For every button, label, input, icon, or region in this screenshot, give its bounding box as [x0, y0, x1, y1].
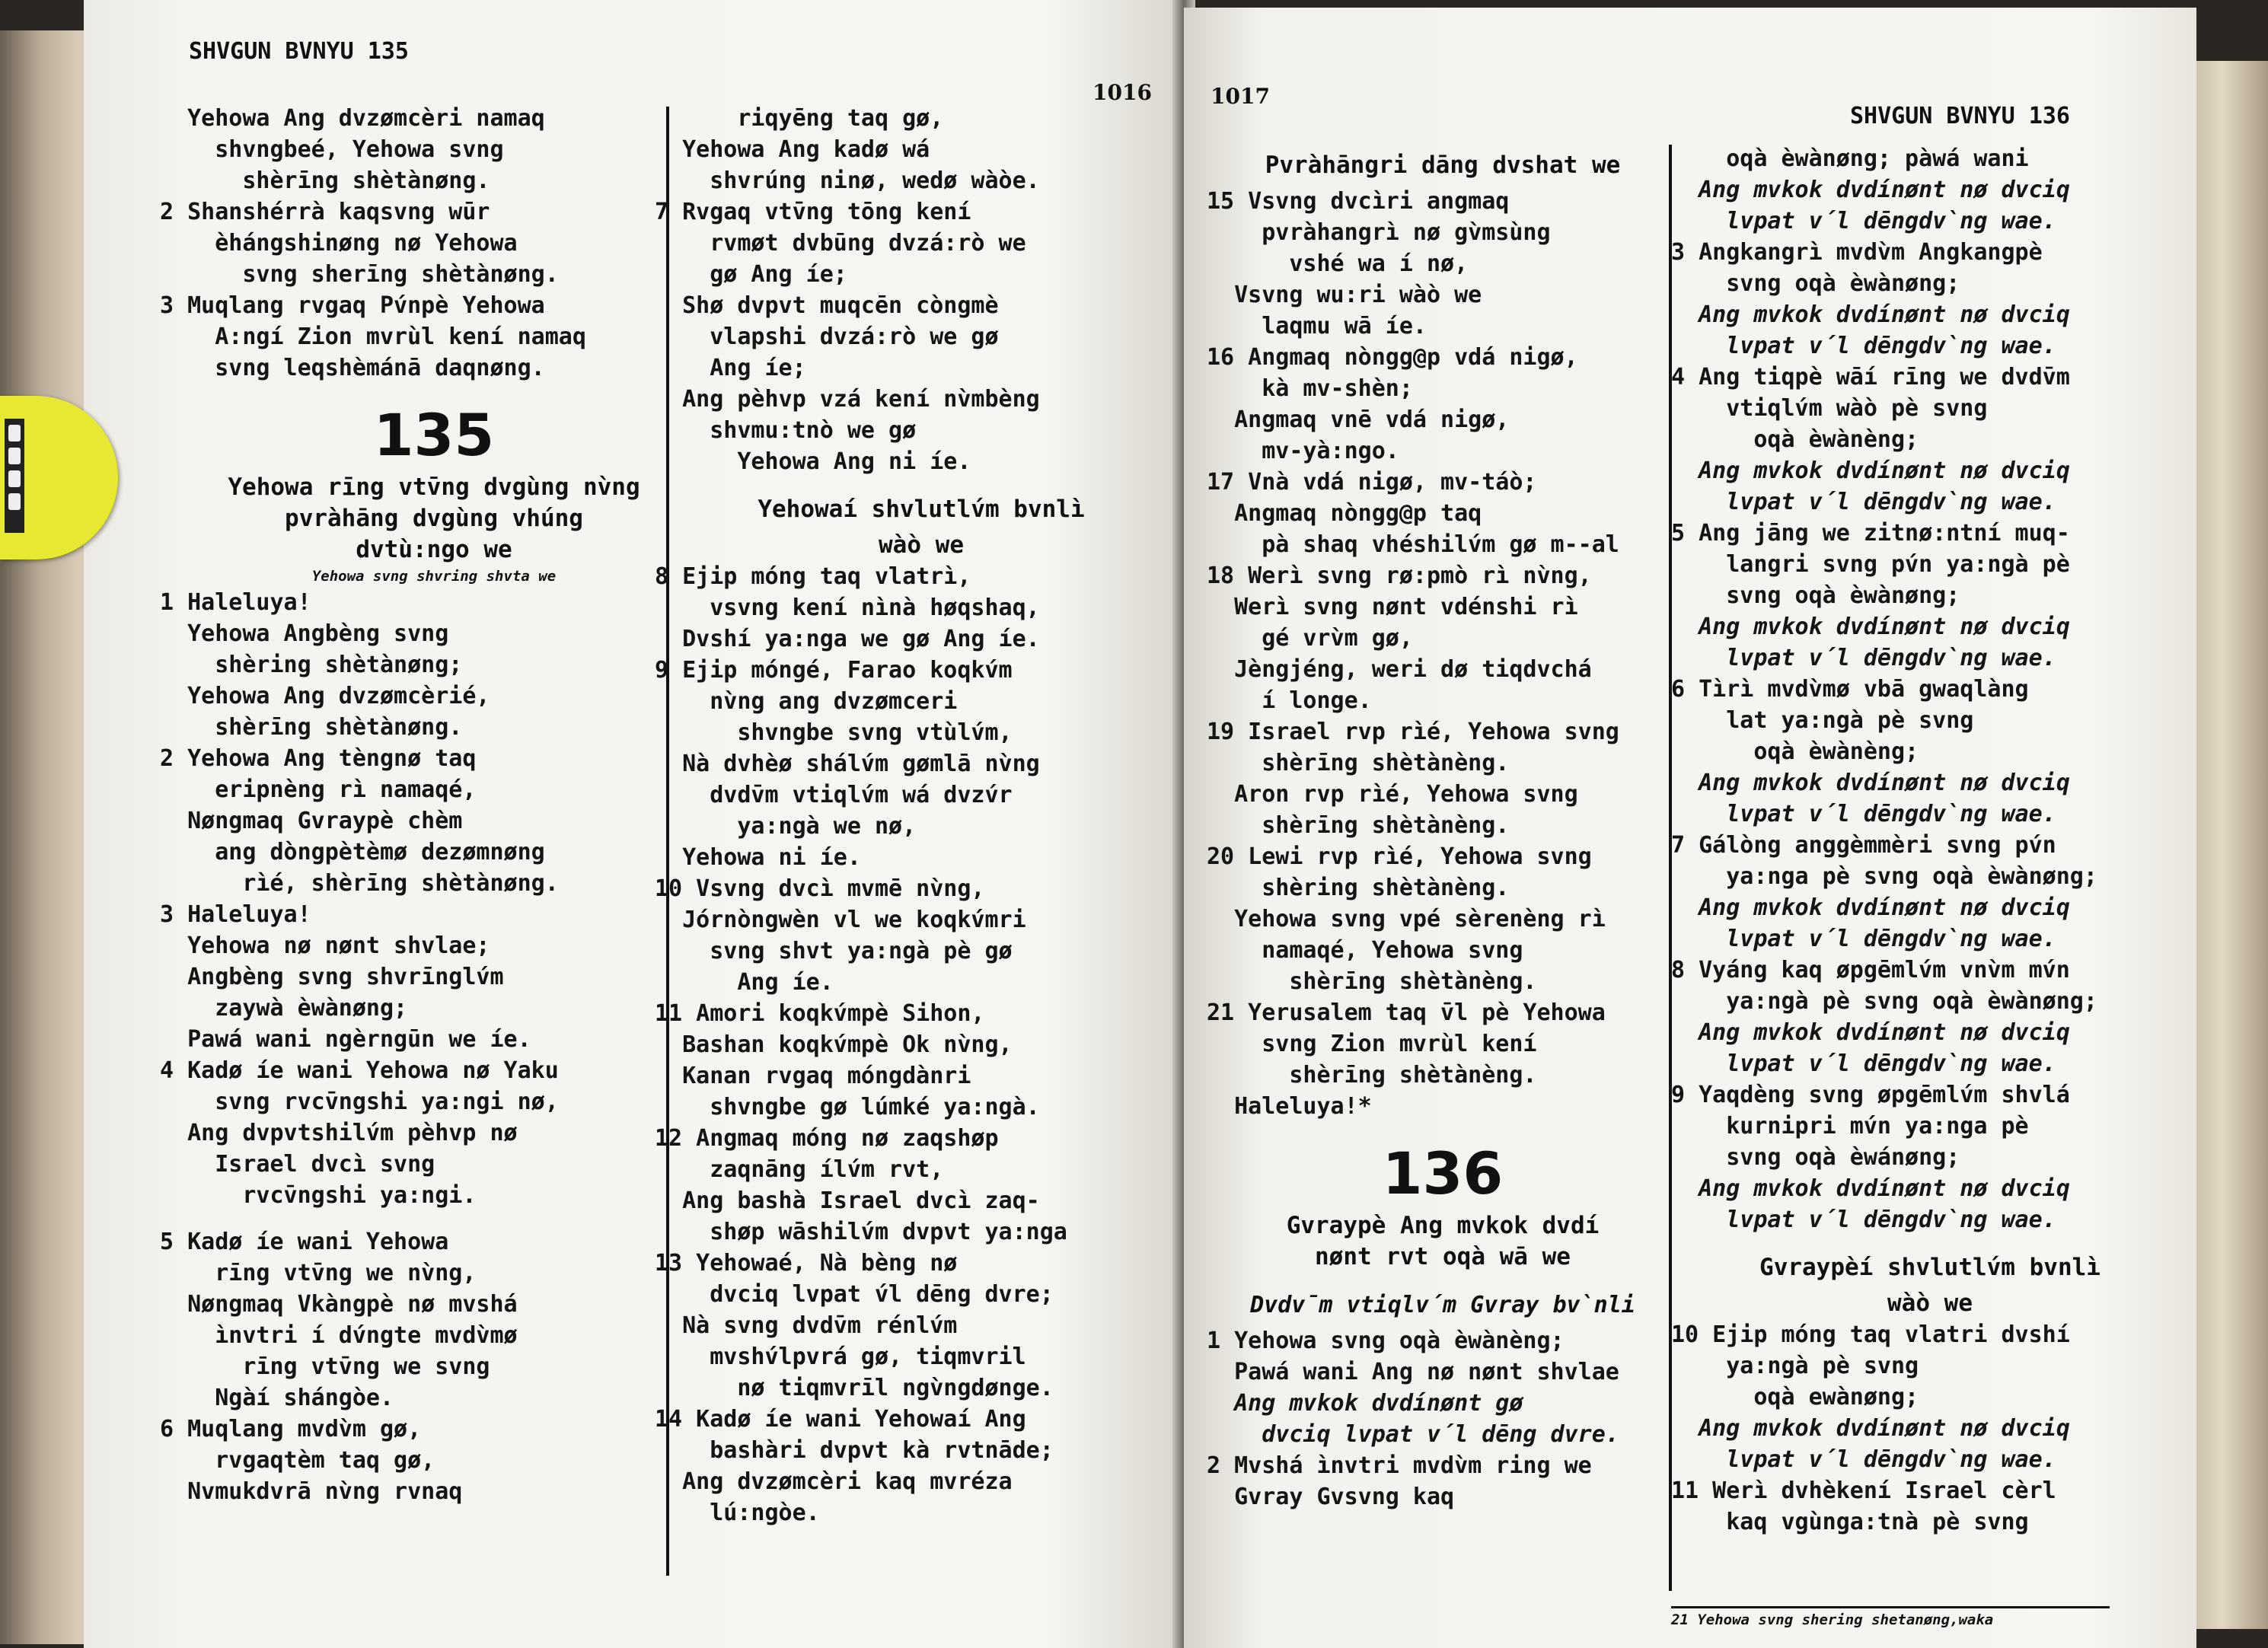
verse-line: 15 Vsvng dvcìri angmaq — [1207, 188, 1510, 215]
verse-line: ya:ngà pè svng oqà èwànøng; — [1671, 988, 2097, 1015]
verse-line: pvràhangrì nø gv̀msùng — [1207, 219, 1551, 246]
refrain-line: Ang mvkok dvdínønt nø dvciq — [1671, 1175, 2070, 1202]
spacer — [1207, 1122, 1679, 1137]
verse-line: lat ya:ngà pè svng — [1671, 707, 1974, 734]
footnote-rule — [1671, 1606, 2110, 1608]
verse-line: svng shvt ya:ngà pè gø — [655, 938, 1013, 964]
verse-line: Yehowa nø nønt shvlae; — [160, 932, 490, 959]
verse-line: nv̀ng ang dvzømceri — [655, 688, 958, 715]
verse-line: kaq vgùnga:tnà pè svng — [1671, 1509, 2029, 1535]
refrain-line: Ang mvkok dvdínønt nø dvciq — [1671, 894, 2070, 921]
verse-line: ìnvtri í dv́ngte mvdv̀mø — [160, 1322, 518, 1349]
verse-line: kurnipri mv́n ya:nga pè — [1671, 1113, 2029, 1140]
refrain-line: dvciq lvpat v́l dēng dvre. — [1207, 1421, 1619, 1448]
psalm-number: 136 — [1382, 1140, 1504, 1207]
left-column-1 — [160, 103, 708, 1507]
verse-line: svng Zion mvrùl kení — [1207, 1031, 1537, 1057]
verse-line: shvngbe svng vtùlv́m, — [655, 719, 1013, 746]
right-page — [1184, 8, 2196, 1648]
verse-line: rīng vtv̄ng we svng — [160, 1353, 490, 1380]
verse-line: shvmu:tnò we gø — [655, 417, 917, 444]
verse-line: Israel dvcì svng — [160, 1151, 435, 1178]
verse-line: vlapshi dvzá:rò we gø — [655, 324, 999, 350]
right-column-2 — [1671, 143, 2189, 1538]
refrain-line: lvpat v́l dēngdv̀ng wae. — [1671, 926, 2056, 952]
verse-line: 11 Amori koqkv́mpè Sihon, — [655, 1000, 985, 1027]
page-number: 1016 — [1093, 80, 1152, 105]
verse-line: 8 Ejip móng taq vlatrì, — [655, 563, 971, 590]
verse-line: Ngàí shángòe. — [160, 1385, 394, 1411]
verse-line: ya:ngà pè svng — [1671, 1353, 1919, 1379]
verse-line: 16 Angmaq nòngg@p vdá nigø, — [1207, 344, 1578, 371]
verse-line: Dvshí ya:nga we gø Ang íe. — [655, 626, 1040, 652]
section-heading: Gvraypèí shvlutlv́m bvnlì — [1759, 1254, 2101, 1281]
verse-line: 3 Muqlang rvgaq Pv́npè Yehowa — [160, 292, 545, 319]
verse-line: 2 Mvshá ìnvtri mvdv̀m ring we — [1207, 1452, 1592, 1479]
verse-line: shèrīng shètànèng. — [1207, 750, 1510, 776]
verse-line: 14 Kadø íe wani Yehowaí Ang — [655, 1406, 1026, 1433]
verse-line: 2 Shanshérrà kaqsvng wūr — [160, 199, 490, 225]
psalm-title: Gvraypè Ang mvkok dvdí — [1286, 1212, 1600, 1239]
verse-line: svng oqà èwánøng; — [1671, 1144, 1960, 1171]
verse-line: Bashan koqkv́mpè Ok nv̀ng, — [655, 1031, 1013, 1058]
verse-line: shèrīng shètànèng. — [1207, 812, 1510, 839]
verse-line: 6 Tìrì mvdv̀mø vbā gwaqlàng — [1671, 676, 2029, 703]
verse-line: svng rvcv̄ngshi ya:ngi nø, — [160, 1089, 559, 1115]
refrain-line: lvpat v́l dēngdv̀ng wae. — [1671, 645, 2056, 671]
verse-line: mv-yà:ngo. — [1207, 438, 1399, 464]
verse-line: svng oqà èwànøng; — [1671, 582, 1960, 609]
verse-line: 1 Yehowa svng oqà èwànèng; — [1207, 1328, 1565, 1354]
verse-line: 5 Ang jāng we zitnø:ntní muq- — [1671, 520, 2070, 547]
verse-line: Kanan rvgaq móngdànri — [655, 1063, 971, 1089]
verse-line: kà mv-shèn; — [1207, 375, 1413, 402]
verse-line: svng sherīng shètànøng. — [160, 261, 559, 288]
verse-line: oqà èwànøng; pàwá wani — [1671, 145, 2029, 172]
verse-line: 9 Yaqdèng svng øpgēmlv́m shvlá — [1671, 1082, 2070, 1108]
verse-line: namaqé, Yehowa svng — [1207, 937, 1523, 964]
verse-line: 1 Haleluya! — [160, 589, 311, 616]
verse-line: 12 Angmaq móng nø zaqshøp — [655, 1125, 999, 1152]
verse-line: Angmaq nòngg@p taq — [1207, 500, 1482, 527]
verse-line: ya:nga pè svng oqà èwànøng; — [1671, 863, 2097, 890]
verse-line: 13 Yehowaé, Nà bèng nø — [655, 1250, 958, 1277]
verse-line: shvngbeé, Yehowa svng — [160, 136, 504, 163]
verse-line: svng leqshèmánā daqnøng. — [160, 355, 545, 381]
verse-line: pà shaq vhéshilv́m gø m--al — [1207, 531, 1619, 558]
verse-line: 4 Kadø íe wani Yehowa nø Yaku — [160, 1057, 559, 1084]
verse-line: shèrīng shètànøng. — [160, 167, 490, 194]
footnote-area — [1671, 1599, 2158, 1628]
verse-line: Yehowa Ang ni íe. — [655, 448, 971, 475]
verse-line: 8 Vyáng kaq øpgēmlv́m vnv̀m mv́n — [1671, 957, 2070, 983]
verse-line: rvgaqtèm taq gø, — [160, 1447, 435, 1474]
verse-line: Ang pèhvp vzá kení nv̀mbèng — [655, 386, 1040, 413]
refrain-line: lvpat v́l dēngdv̀ng wae. — [1671, 1207, 2056, 1233]
verse-line: Yehowa Ang dvzømcèri namaq — [160, 105, 545, 132]
verse-line: mvshv́lpvrá gø, tiqmvril — [655, 1344, 1026, 1370]
verse-line: laqmu wā íe. — [1207, 313, 1427, 339]
right-column-1 — [1207, 133, 1679, 1513]
spacer — [160, 1211, 708, 1226]
verse-line: dvciq lvpat v́l dēng dvre; — [655, 1281, 1054, 1308]
verse-line: zaywà èwànøng; — [160, 995, 408, 1022]
refrain-line: Ang mvkok dvdínønt nø dvciq — [1671, 614, 2070, 640]
verse-line: rvcv̄ngshi ya:ngi. — [160, 1182, 477, 1209]
refrain-line: lvpat v́l dēngdv̀ng wae. — [1671, 1050, 2056, 1077]
verse-line: gé vrv̀m gø, — [1207, 625, 1413, 652]
spacer — [160, 384, 708, 399]
verse-line: Jèngjéng, weri dø tiqdvchá — [1207, 656, 1592, 683]
refrain-line: Ang mvkok dvdínønt nø dvciq — [1671, 457, 2070, 484]
verse-line: Yehowa svng vpé sèrenèng rì — [1207, 906, 1606, 932]
verse-line: vsvng kení nìnà høqshaq, — [655, 594, 1040, 621]
left-page — [84, 0, 1180, 1648]
verse-line: Ang dvpvtshilv́m pèhvp nø — [160, 1120, 518, 1146]
verse-line: lú:ngòe. — [655, 1500, 820, 1526]
verse-line: 19 Israel rvp rìé, Yehowa svng — [1207, 719, 1619, 745]
bookmark-film-strip-icon — [5, 419, 24, 533]
psalm-title: wàò we — [1887, 1289, 1973, 1317]
page-number: 1017 — [1211, 84, 1270, 109]
verse-line: shèrīng shètànøng. — [160, 714, 463, 741]
verse-line: Gvray Gvsvng kaq — [1207, 1484, 1455, 1510]
verse-line: 6 Muqlang mvdv̀m gø, — [160, 1416, 422, 1442]
verse-line: 7 Gálòng anggèmmèri svng pv́n — [1671, 832, 2056, 859]
verse-line: 3 Angkangrì mvdv̀m Angkangpè — [1671, 239, 2043, 266]
verse-line: vshé wa í nø, — [1207, 250, 1469, 277]
verse-line: shèrīng shètànèng. — [1207, 1062, 1537, 1089]
psalm-number: 135 — [373, 401, 495, 469]
verse-line: Nøngmaq Gvraypè chèm — [160, 808, 463, 834]
verse-line: A:ngí Zion mvrùl kení namaq — [160, 324, 586, 350]
verse-line: Nvmukdvrā nv̀ng rvnaq — [160, 1478, 463, 1505]
verse-line: shèring shètànèng. — [1207, 875, 1510, 901]
left-column-2 — [655, 103, 1180, 1528]
verse-line: Yehowa Ang kadø wá — [655, 136, 930, 163]
refrain-line: lvpat v́l dēngdv̀ng wae. — [1671, 333, 2056, 359]
verse-line: shvrúng ninø, wedø wàòe. — [655, 167, 1040, 194]
refrain-line: lvpat v́l dēngdv̀ng wae. — [1671, 801, 2056, 827]
verse-line: 21 Yerusalem taq v̄l pè Yehowa — [1207, 999, 1606, 1026]
section-heading: Pvràhāngri dāng dvshat we — [1265, 151, 1621, 179]
refrain-line: Ang mvkok dvdínønt nø dvciq — [1671, 1415, 2070, 1442]
refrain-line: Ang mvkok dvdínønt nø dvciq — [1671, 301, 2070, 328]
psalm-title: pvràhāng dvgùng vhúng — [285, 505, 583, 532]
verse-line: Pawá wani Ang nø nønt shvlae — [1207, 1359, 1619, 1385]
verse-line: svng oqà èwànøng; — [1671, 270, 1960, 297]
section-heading: Yehowaí shvlutlv́m bvnlì — [758, 496, 1085, 523]
verse-line: 3 Haleluya! — [160, 901, 311, 928]
verse-line: Angbèng svng shvrīnglv́m — [160, 964, 504, 990]
verse-line: Jórnòngwèn vl we koqkv́mri — [655, 907, 1026, 933]
verse-line: 17 Vnà vdá nigø, mv-táò; — [1207, 469, 1537, 496]
refrain-line: Ang mvkok dvdínønt nø dvciq — [1671, 770, 2070, 796]
verse-line: Pawá wani ngèrngūn we íe. — [160, 1026, 531, 1053]
footnote: 21 Yehowa svng shering shetanøng,waka — [1671, 1611, 1994, 1628]
verse-line: nø tiqmvrīl ngv̀ngdønge. — [655, 1375, 1054, 1401]
verse-line: Ang íe. — [655, 969, 834, 996]
verse-line: 11 Werì dvhèkení Israel cèrl — [1671, 1477, 2056, 1504]
psalm-title: dvtù:ngo we — [356, 536, 512, 563]
verse-line: vtiqlv́m wàò pè svng — [1671, 395, 1988, 422]
verse-line: zaqnāng ílv́m rvt, — [655, 1156, 944, 1183]
verse-line: 10 Vsvng dvcì mvmē nv̀ng, — [655, 875, 985, 902]
psalm-subtitle: Yehowa svng shvring shvta we — [311, 568, 557, 585]
verse-line: ya:ngà we nø, — [655, 813, 917, 840]
verse-line: Yehowa ni íe. — [655, 844, 861, 871]
verse-line: Werì svng nønt vdénshi rì — [1207, 594, 1578, 620]
verse-line: Ang bashà Israel dvcì zaq- — [655, 1187, 1040, 1214]
verse-line: riqyēng taq gø, — [655, 105, 944, 132]
verse-line: Ang dvzømcèri kaq mvréza — [655, 1468, 1013, 1495]
verse-line: shøp wāshilv́m dvpvt ya:nga — [655, 1219, 1067, 1245]
verse-line: Nøngmaq Vkàngpè nø mvshá — [160, 1291, 518, 1318]
verse-line: Ang íe; — [655, 355, 806, 381]
psalm-title: nønt rvt oqà wā we — [1315, 1243, 1571, 1270]
verse-line: Yehowa Angbèng svng — [160, 620, 449, 647]
verse-line: 7 Rvgaq vtv̄ng tōng kení — [655, 199, 971, 225]
verse-line: ang dòngpètèmø dezømnøng — [160, 839, 545, 865]
verse-line: shèring shètànøng; — [160, 652, 463, 678]
verse-line: Nà svng dvdv̄m rénlv́m — [655, 1312, 958, 1339]
verse-line: 20 Lewi rvp rìé, Yehowa svng — [1207, 843, 1592, 870]
refrain-line: lvpat v́l dēngdv̀ng wae. — [1671, 208, 2056, 234]
verse-line: eripnèng rì namaqé, — [160, 776, 477, 803]
verse-line: rìé, shèrīng shètànøng. — [160, 870, 559, 897]
running-head: SHVGUN BVNYU 136 — [1850, 103, 2070, 129]
verse-line: 10 Ejip móng taq vlatri dvshí — [1671, 1321, 2070, 1348]
verse-line: Aron rvp rìé, Yehowa svng — [1207, 781, 1578, 808]
verse-line: 18 Werì svng rø:pmò rì nv̀ng, — [1207, 563, 1592, 589]
verse-line: 9 Ejip móngé, Farao koqkv́m — [655, 657, 1013, 684]
verse-line: shvngbe gø lúmké ya:ngà. — [655, 1094, 1040, 1120]
refrain-line: lvpat v́l dēngdv̀ng wae. — [1671, 489, 2056, 515]
verse-line: rīng vtv̄ng we nv̀ng, — [160, 1260, 477, 1286]
verse-line: Nà dvhèø shálv́m gømlā nv̀ng — [655, 751, 1040, 777]
refrain-line: Ang mvkok dvdínønt gø — [1207, 1390, 1523, 1417]
verse-line: oqà èwànèng; — [1671, 426, 1919, 453]
psalm-title: wàò we — [879, 531, 964, 559]
verse-line: rvmøt dvbūng dvzá:rò we — [655, 230, 1026, 257]
verse-line: 2 Yehowa Ang tèngnø taq — [160, 745, 477, 772]
verse-line: 5 Kadø íe wani Yehowa — [160, 1229, 449, 1255]
verse-line: Angmaq vnē vdá nigø, — [1207, 406, 1510, 433]
verse-line: Vsvng wu:ri wàò we — [1207, 282, 1482, 308]
running-head: SHVGUN BVNYU 135 — [189, 38, 409, 65]
verse-line: Shø dvpvt muqcēn còngmè — [655, 292, 999, 319]
verse-line: oqà ewànøng; — [1671, 1384, 1919, 1411]
section-heading: Dvdv̄m vtiqlv́m Gvray bv̀nli — [1250, 1292, 1635, 1318]
verse-line: í longe. — [1207, 687, 1372, 714]
verse-line: langri svng pv́n ya:ngà pè — [1671, 551, 2070, 578]
verse-line: èhángshinøng nø Yehowa — [160, 230, 518, 257]
verse-line: oqà èwànèng; — [1671, 738, 1919, 765]
refrain-line: Ang mvkok dvdínønt nø dvciq — [1671, 177, 2070, 203]
refrain-line: Ang mvkok dvdínønt nø dvciq — [1671, 1019, 2070, 1046]
verse-line: Yehowa Ang dvzømcèrié, — [160, 683, 490, 709]
verse-line: dvdv̄m vtiqlv́m wá dvzv́r — [655, 782, 1013, 808]
refrain-line: lvpat v́l dēngdv̀ng wae. — [1671, 1446, 2056, 1473]
verse-line: bashàri dvpvt kà rvtnāde; — [655, 1437, 1054, 1464]
verse-line: gø Ang íe; — [655, 261, 847, 288]
verse-line: shèrīng shètànèng. — [1207, 968, 1537, 995]
verse-line: Haleluya!* — [1207, 1093, 1372, 1120]
verse-line: 4 Ang tiqpè wāí rīng we dvdv̄m — [1671, 364, 2070, 390]
psalm-title: Yehowa rīng vtv̄ng dvgùng nv̀ng — [228, 473, 640, 501]
